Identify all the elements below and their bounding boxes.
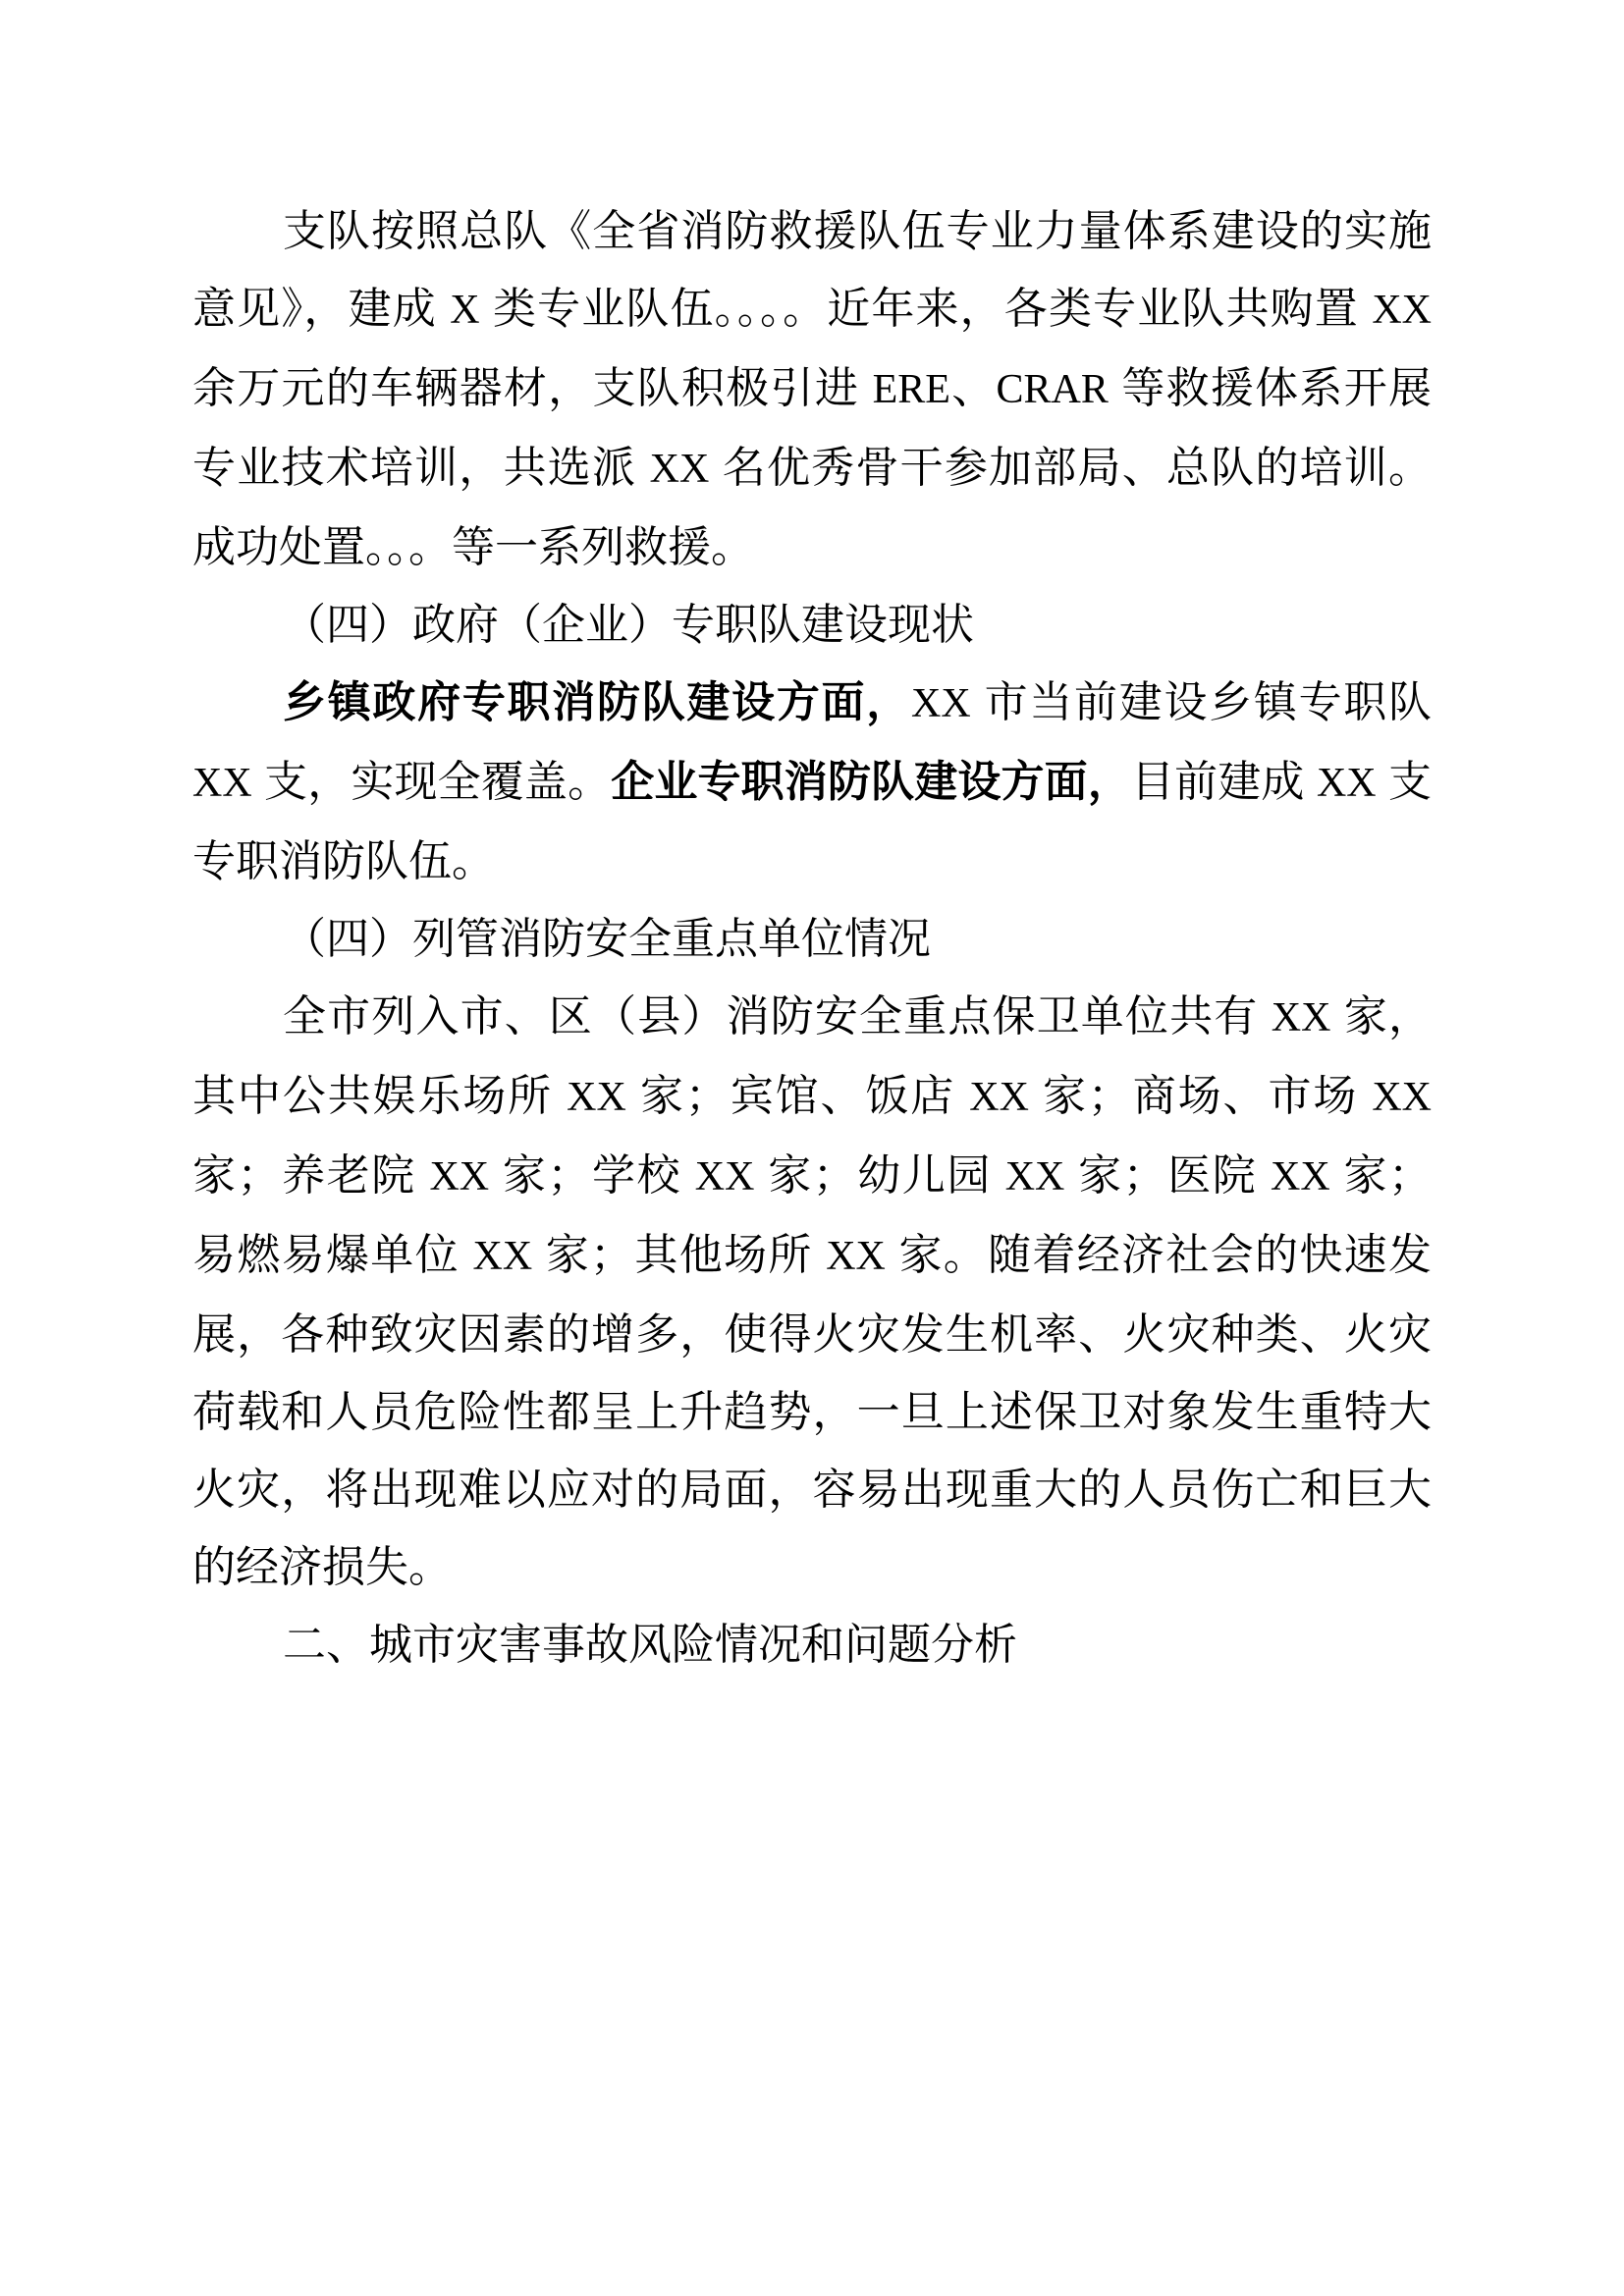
text-run-latin: XX <box>567 1075 626 1120</box>
text-run: 市当前建设乡镇专职队 <box>970 678 1433 726</box>
text-run: 家。随着经济社会的快速发展，各种致灾因素的增多，使得火灾发生机率、火灾种类、火灾荷载和人员危险性都呈上升趋势，一旦上述保卫对象发生重特大火灾，将出现难以应对的局面，容易出现重大的人员伤亡和巨大的经济损失。 <box>192 1231 1432 1591</box>
text-run: 家；医院 <box>1064 1151 1272 1200</box>
text-run: 家；宾馆、饭店 <box>625 1072 970 1120</box>
text-run: 支，实现全覆盖。 <box>251 758 612 806</box>
text-run: 家；养老院 <box>192 1151 430 1200</box>
text-run: 家；幼儿园 <box>754 1151 1005 1200</box>
text-run-latin: XX <box>1316 761 1377 806</box>
text-run-latin: XX <box>472 1234 533 1279</box>
text-run-latin: XX <box>1271 1154 1330 1200</box>
text-run: 目前建成 <box>1130 758 1317 806</box>
text-run-latin: CRAR <box>996 367 1109 412</box>
text-run-latin: XX <box>1004 1154 1065 1200</box>
text-run: 余万元的车辆器材，支队积极引进 <box>192 364 873 412</box>
text-run-latin: XX <box>192 761 252 806</box>
paragraph-professional-teams <box>192 192 1432 586</box>
text-run-latin: XX <box>1271 995 1331 1041</box>
text-run: 、 <box>949 364 997 412</box>
text-run: 支队按照总队《全省消防救援队伍专业力量体系建设的实施意见》，建成 <box>192 207 1432 333</box>
text-run: 家；商场、市场 <box>1028 1072 1373 1120</box>
text-run: 全市列入市、区（县）消防安全重点保卫单位共有 <box>283 992 1272 1041</box>
heading-government-enterprise-team: （四）政府（企业）专职队建设现状 <box>283 601 974 649</box>
heading-city-disaster-risk-analysis: 二、城市灾害事故风险情况和问题分析 <box>283 1621 1017 1669</box>
text-run: 家；其他场所 <box>532 1231 827 1279</box>
paragraph-township-enterprise-teams <box>192 664 1432 900</box>
paragraph-key-units-statistics <box>192 978 1432 1606</box>
text-run: 家，其中公共娱乐场所 <box>192 992 1432 1120</box>
text-run-latin: ERE <box>872 367 950 412</box>
text-run-bold: 企业专职消防队建设方面， <box>611 758 1131 806</box>
text-run: 名优秀骨干参加部局、总队的培训。成功处置。。。等一系列救援。 <box>192 444 1432 571</box>
text-run: 类专业队伍。。。。近年来，各类专业队共购置 <box>479 285 1373 333</box>
text-run-bold: 乡镇政府专职消防队建设方面， <box>283 678 911 726</box>
document-body <box>192 192 1432 1683</box>
text-run-latin: XX <box>1372 1075 1432 1120</box>
text-run-latin: XX <box>826 1234 886 1279</box>
text-run: 家；学校 <box>489 1151 695 1200</box>
text-run-latin: XX <box>429 1154 490 1200</box>
text-run-latin: XX <box>1372 288 1432 333</box>
text-run: 等救援体系开展专业技术培训，共选派 <box>192 364 1432 492</box>
text-run-latin: XX <box>910 681 971 726</box>
text-run-latin: X <box>450 288 480 333</box>
text-run-latin: XX <box>649 447 710 492</box>
text-run-latin: XX <box>694 1154 755 1200</box>
text-run-latin: XX <box>969 1075 1029 1120</box>
heading-key-fire-safety-units: （四）列管消防安全重点单位情况 <box>283 915 931 963</box>
text-run: 家；易燃易爆单位 <box>192 1151 1433 1279</box>
text-run: 支专职消防队伍。 <box>192 758 1432 885</box>
